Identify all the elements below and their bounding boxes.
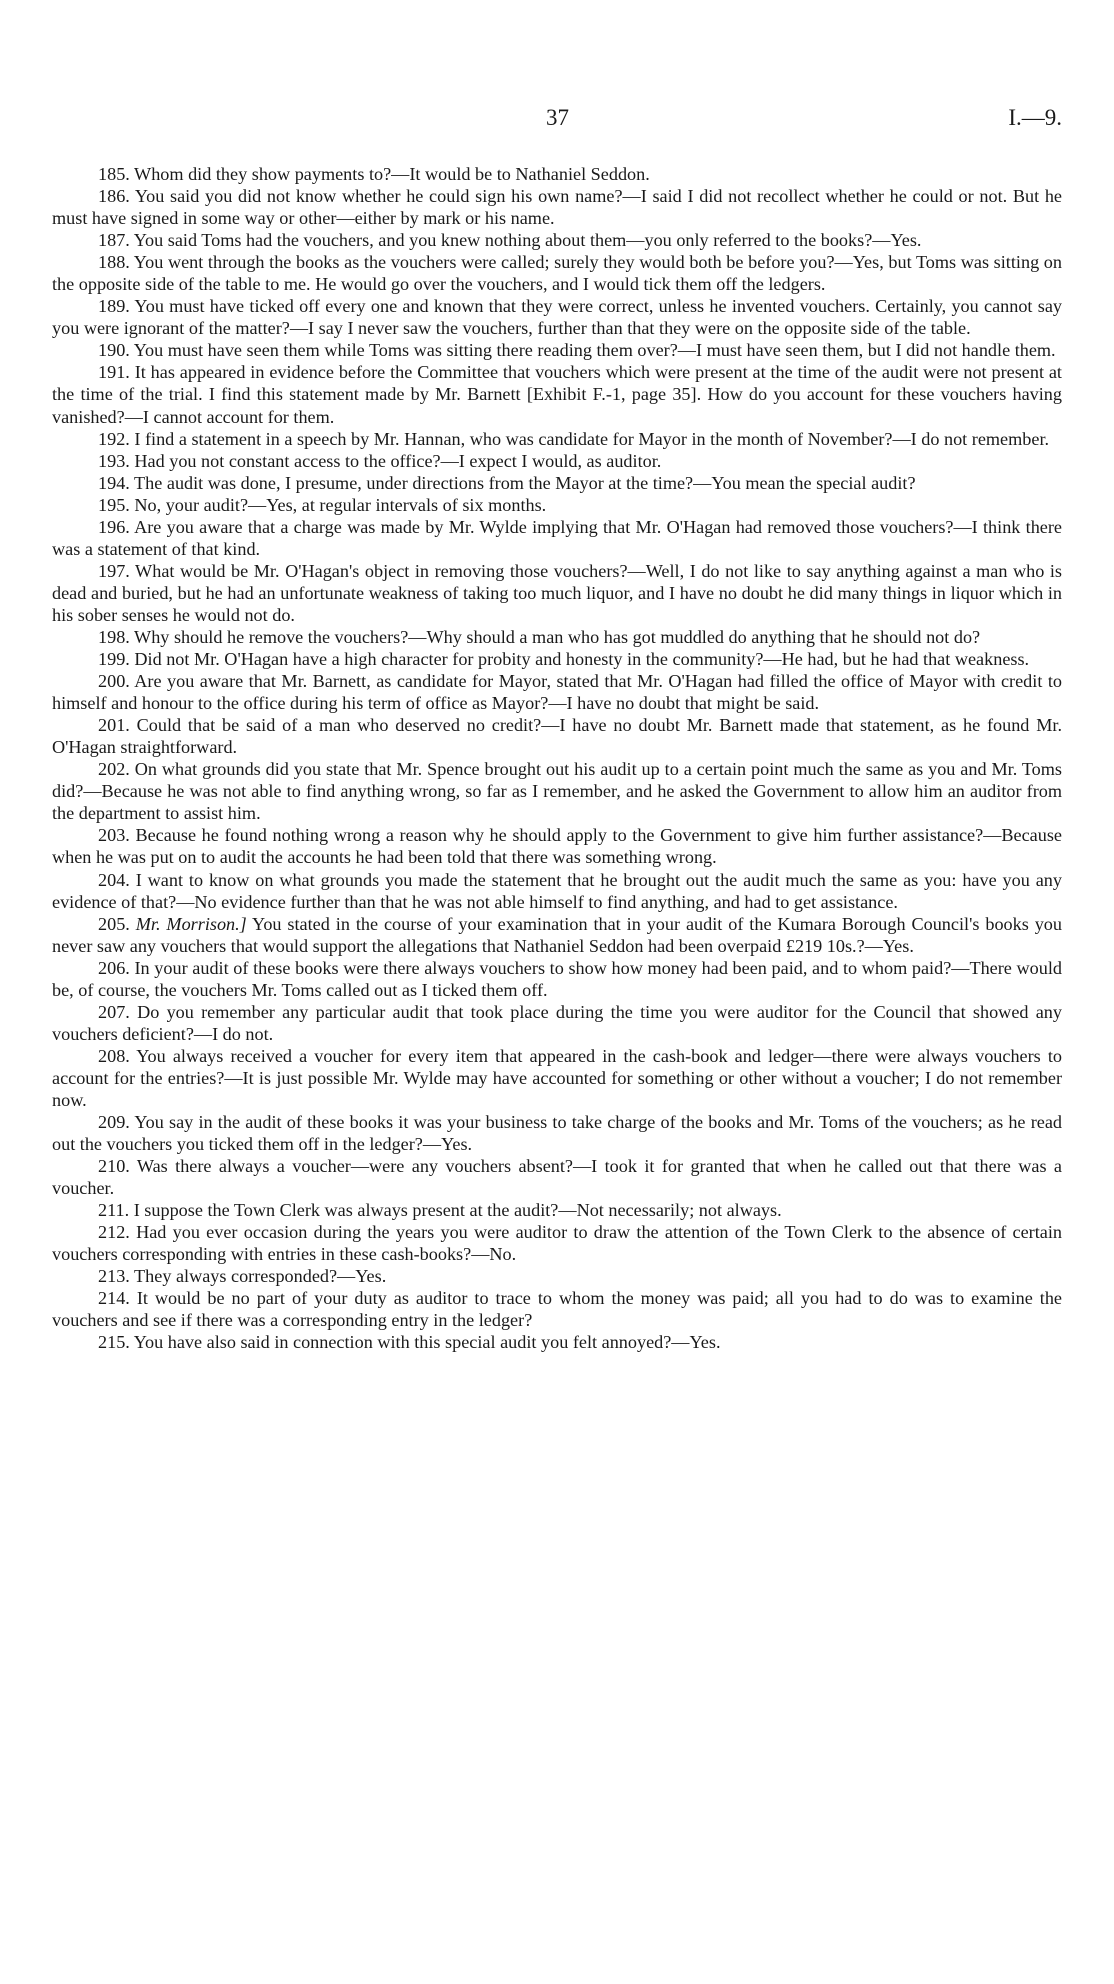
- question-196: 196. Are you aware that a charge was made by Mr. Wylde implying that Mr. O'Hagan had removed those vouchers?—I think there was a statement of that kind.: [52, 516, 1062, 559]
- question-213: 213. They always corresponded?—Yes.: [98, 1266, 387, 1287]
- question-187: 187. You said Toms had the vouchers, and you knew nothing about them—you only referred to the books?—Yes.: [98, 230, 922, 251]
- question-186: 186. You said you did not know whether he could sign his own name?—I said I did not recollect whether he could or not. But he must have signed in some way or other—either by mark or his name.: [52, 186, 1062, 229]
- question-188: 188. You went through the books as the vouchers were called; surely they would both be before you?—Yes, but Toms was sitting on the opposite side of the table to me. He would go over the vouchers, and I would tick them off the ledgers.: [52, 252, 1062, 295]
- question-200: 200. Are you aware that Mr. Barnett, as candidate for Mayor, stated that Mr. O'Hagan had filled the office of Mayor with credit to himself and honour to the office during his term of office as Mayor?—I have no doubt that might be said.: [52, 671, 1062, 714]
- page-header: [0, 105, 1114, 139]
- document-body: [52, 163, 1062, 1354]
- question-212: 212. Had you ever occasion during the years you were auditor to draw the attention of the Town Clerk to the absence of certain vouchers corresponding with entries in these cash-books?—No.: [52, 1222, 1062, 1265]
- question-205: [52, 913, 1062, 957]
- question-194: 194. The audit was done, I presume, under directions from the Mayor at the time?—You mean the special audit?: [98, 472, 916, 493]
- question-193: 193. Had you not constant access to the office?—I expect I would, as auditor.: [98, 450, 662, 471]
- document-reference: I.—9.: [1008, 105, 1062, 130]
- question-190: 190. You must have seen them while Toms was sitting there reading them over?—I must have seen them, but I did not handle them.: [98, 340, 1056, 361]
- question-199: 199. Did not Mr. O'Hagan have a high character for probity and honesty in the community?—He had, but he had that weakness.: [98, 649, 1030, 670]
- question-204: 204. I want to know on what grounds you made the statement that he brought out the audit much the same as you: have you any evidence of that?—No evidence further than that he was not able himself to find anything, and had to get assistance.: [52, 869, 1062, 912]
- question-203: 203. Because he found nothing wrong a reason why he should apply to the Government to give him further assistance?—Because when he was put on to audit the accounts he had been told that there was something wrong.: [52, 825, 1062, 868]
- question-195: 195. No, your audit?—Yes, at regular intervals of six months.: [98, 494, 547, 515]
- question-202: 202. On what grounds did you state that Mr. Spence brought out his audit up to a certain point much the same as you and Mr. Toms did?—Because he was not able to find anything wrong, so far as I remember, and he asked the Government to allow him an auditor from the department to assist him.: [52, 759, 1062, 824]
- speaker-name: Mr. Morrison.]: [135, 913, 247, 934]
- question-191: 191. It has appeared in evidence before the Committee that vouchers which were present at the time of the audit were not present at the time of the trial. I find this statement made by Mr. Barnett [Exhibit F.-1, page 35]. How do you account for these vouchers having vanished?—I cannot account for them.: [52, 362, 1062, 427]
- question-215: 215. You have also said in connection with this special audit you felt annoyed?—Yes.: [98, 1332, 721, 1353]
- question-214: 214. It would be no part of your duty as auditor to trace to whom the money was paid; all you had to do was to examine the vouchers and see if there was a corresponding entry in the ledger?: [52, 1288, 1062, 1331]
- question-198: 198. Why should he remove the vouchers?—Why should a man who has got muddled do anything that he should not do?: [98, 626, 981, 647]
- question-206: 206. In your audit of these books were there always vouchers to show how money had been paid, and to whom paid?—There would be, of course, the vouchers Mr. Toms called out as I ticked them off.: [52, 957, 1062, 1000]
- question-201: 201. Could that be said of a man who deserved no credit?—I have no doubt Mr. Barnett made that statement, as he found Mr. O'Hagan straightforward.: [52, 715, 1062, 758]
- question-197: 197. What would be Mr. O'Hagan's object in removing those vouchers?—Well, I do not like to say anything against a man who is dead and buried, but he had an unfortunate weakness of taking too much liquor, and I have no doubt he did many things in liquor which in his sober senses he would not do.: [52, 560, 1062, 625]
- question-189: 189. You must have ticked off every one and known that they were correct, unless he invented vouchers. Certainly, you cannot say you were ignorant of the matter?—I say I never saw the vouchers, further than that they were on the opposite side of the table.: [52, 296, 1062, 339]
- page-number: 37: [546, 105, 569, 130]
- question-209: 209. You say in the audit of these books it was your business to take charge of the books and Mr. Toms of the vouchers; as he read out the vouchers you ticked them off in the ledger?—Yes.: [52, 1112, 1062, 1155]
- question-text: You stated in the course of your examination that in your audit of the Kumara Borough Council's books you never saw any vouchers that would support the allegations that Nathaniel Seddon had been overpaid £219 10s.?—Yes.: [52, 913, 1062, 956]
- question-185: 185. Whom did they show payments to?—It would be to Nathaniel Seddon.: [98, 164, 650, 184]
- question-211: 211. I suppose the Town Clerk was always present at the audit?—Not necessarily; not always.: [98, 1200, 782, 1221]
- question-210: 210. Was there always a voucher—were any vouchers absent?—I took it for granted that when he called out that there was a voucher.: [52, 1156, 1062, 1199]
- question-number: 205.: [98, 913, 130, 934]
- question-192: 192. I find a statement in a speech by Mr. Hannan, who was candidate for Mayor in the month of November?—I do not remember.: [98, 428, 1050, 449]
- question-208: 208. You always received a voucher for every item that appeared in the cash-book and ledger—there were always vouchers to account for the entries?—It is just possible Mr. Wylde may have accounted for something or other without a voucher; I do not remember now.: [52, 1045, 1062, 1110]
- question-207: 207. Do you remember any particular audit that took place during the time you were auditor for the Council that showed any vouchers deficient?—I do not.: [52, 1001, 1062, 1044]
